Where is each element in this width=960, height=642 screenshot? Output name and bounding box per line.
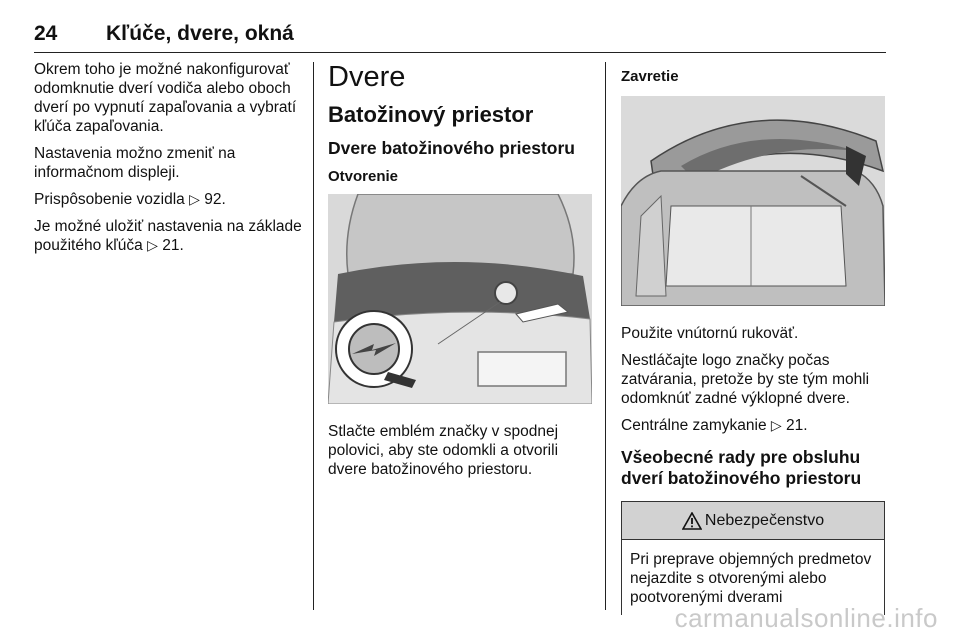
tailgate-opening-illustration xyxy=(328,194,592,404)
page-reference[interactable]: 21. xyxy=(162,237,184,254)
section-heading: Dvere xyxy=(328,61,406,93)
column-divider xyxy=(313,62,314,610)
warning-text: Pri preprave objemných predmetov nejazdite s otvorenými alebo pootvorenými dverami xyxy=(630,551,872,606)
page-reference-arrow-icon: ▷ xyxy=(147,237,158,253)
subsection-heading: Batožinový priestor xyxy=(328,102,534,127)
paragraph: Nastavenia možno zmeniť na informačnom displeji. xyxy=(34,145,236,181)
tailgate-closing-drawing xyxy=(621,96,885,306)
paragraph xyxy=(621,416,887,435)
topic-heading: Dvere batožinového priestoru xyxy=(328,138,575,158)
warning-triangle-icon xyxy=(682,512,702,530)
column-right xyxy=(621,60,887,615)
watermark: carmanualsonline.info xyxy=(674,603,938,633)
topic-heading: Všeobecné rady pre obsluhu dverí batožinového priestoru xyxy=(621,447,862,488)
paragraph-text: Centrálne zamykanie xyxy=(621,417,767,434)
paragraph xyxy=(34,190,304,209)
paragraph-text: Je možné uložiť nastavenia na základe použitého kľúča xyxy=(34,218,302,254)
warning-header xyxy=(622,502,884,540)
paragraph xyxy=(34,217,304,255)
warning-box xyxy=(621,501,885,615)
paragraph-text: Prispôsobenie vozidla xyxy=(34,191,185,208)
paragraph: Nestláčajte logo značky počas zatvárania, pretože by ste tým mohli odomknúť zadné výklopné dvere. xyxy=(621,352,870,407)
tailgate-opening-drawing xyxy=(328,194,592,404)
figure-caption: Stlačte emblém značky v spodnej polovici, aby ste odomkli a otvorili dvere batožinového priestoru. xyxy=(328,423,559,478)
column-left xyxy=(34,60,304,263)
page-reference-arrow-icon: ▷ xyxy=(189,191,200,207)
paragraph: Použite vnútornú rukoväť. xyxy=(621,325,799,342)
chapter-title: Kľúče, dvere, okná xyxy=(106,22,294,45)
page-number: 24 xyxy=(34,22,58,45)
step-heading: Zavretie xyxy=(621,68,679,85)
page-reference-arrow-icon: ▷ xyxy=(770,417,782,433)
column-middle xyxy=(328,60,594,487)
page-reference[interactable]: 92. xyxy=(204,191,226,208)
warning-title: Nebezpečenstvo xyxy=(704,511,825,529)
step-heading: Otvorenie xyxy=(328,168,399,185)
paragraph: Okrem toho je možné nakonfigurovať odomknutie dverí vodiča alebo oboch dverí po vypnutí zapaľovania a vybratí kľúča zapaľovania. xyxy=(34,61,297,135)
column-divider xyxy=(605,62,606,610)
page-header xyxy=(34,22,886,53)
page-reference[interactable]: 21. xyxy=(786,417,808,434)
tailgate-closing-illustration xyxy=(621,96,885,306)
